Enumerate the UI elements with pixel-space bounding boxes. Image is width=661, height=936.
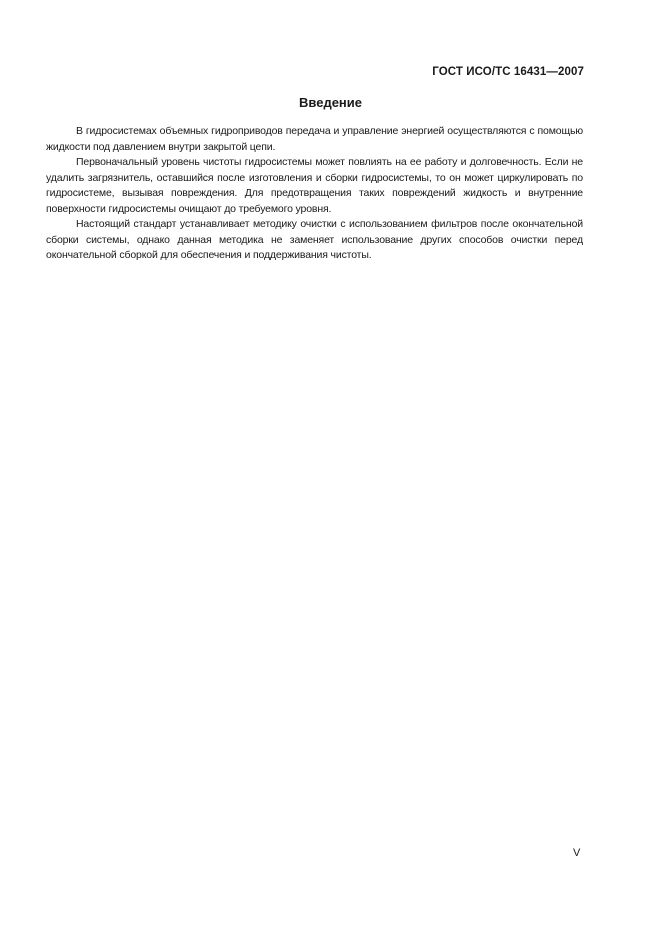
page-number: V [573, 847, 581, 859]
paragraph-2: Первоначальный уровень чистоты гидросистемы может повлиять на ее работу и долговечность. Если не удалить загрязнитель, оставшийся после изготовления и сборки гидросистемы, то он может циркулировать по гидросистеме, вызывая повреждения. Для предотвращения таких повреждений жидкость и внутренние поверхности гидросистемы очищают до требуемого уровня. [46, 156, 583, 215]
introduction-body [46, 124, 583, 264]
document-code: ГОСТ ИСО/ТС 16431—2007 [432, 66, 584, 78]
section-title: Введение [299, 95, 362, 110]
paragraph-3: Настоящий стандарт устанавливает методику очистки с использованием фильтров после окончательной сборки системы, однако данная методика не заменяет использование других способов очистки перед окончательной сборкой для обеспечения и поддерживания чистоты. [46, 218, 583, 261]
paragraph-1: В гидросистемах объемных гидроприводов передача и управление энергией осуществляются с помощью жидкости под давлением внутри закрытой цепи. [46, 125, 583, 153]
